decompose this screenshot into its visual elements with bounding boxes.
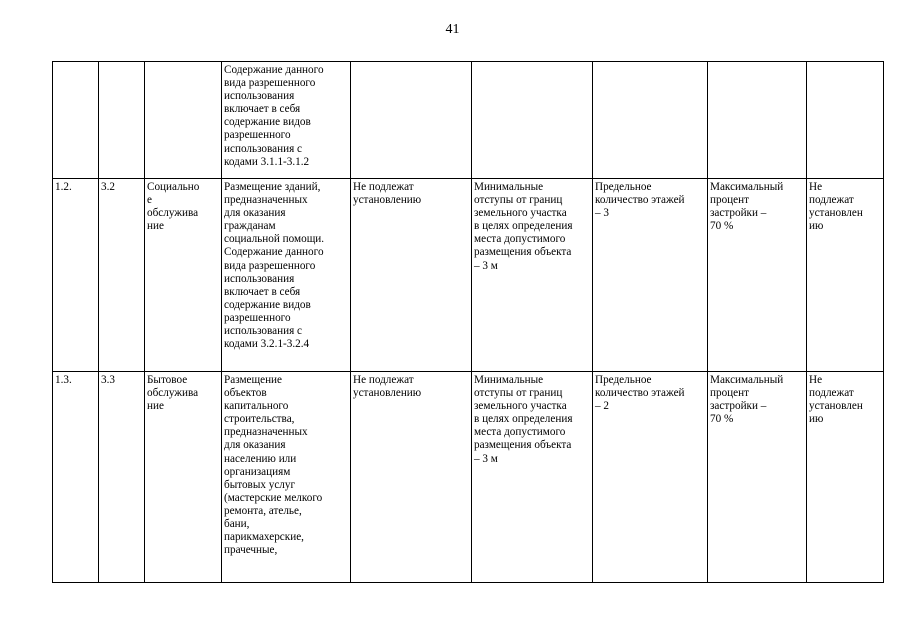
cell-text-line: Размещение [224, 374, 283, 386]
cell-text-line: для оказания [224, 207, 286, 220]
cell-text-line: ремонта, ателье, [224, 504, 302, 517]
cell-text-line: отступы от границ [474, 194, 563, 207]
cell-text-line: в целях определения [474, 220, 573, 233]
cell-text-line: содержание видов [224, 116, 311, 129]
cell-text-line: парикмахерские, [224, 531, 304, 544]
cell-text-line: – 3 [595, 207, 609, 220]
row-code-cell [99, 62, 145, 179]
cell-text-line: Не [809, 181, 823, 193]
row-number-cell: 1.3. [53, 372, 99, 583]
cell-text-line: разрешенного [224, 129, 291, 142]
cell-text-line: в целях определения [474, 413, 573, 426]
row-number-cell: 1.2. [53, 179, 99, 372]
cell-text-line: ию [809, 413, 824, 426]
cell-text-line: (мастерские мелкого [224, 491, 323, 504]
cell-text-line: застройки – [710, 400, 767, 413]
cell-text-line: Предельное [595, 374, 652, 386]
cell-text-line: процент [710, 194, 750, 207]
cell-text-line: содержание видов [224, 298, 311, 311]
cell-text-line: Не подлежат [353, 374, 414, 386]
cell-text-line: предназначенных [224, 194, 308, 207]
cell-text-line: обслужива [147, 387, 199, 400]
cell-text-line: населению или [224, 452, 297, 465]
regulations-table [52, 61, 884, 583]
coverage-cell [708, 179, 807, 372]
cell-text-line: места допустимого [474, 233, 566, 246]
cell-text-line: процент [710, 387, 750, 400]
extra-param-cell [807, 179, 884, 372]
row-code-cell: 3.2 [99, 179, 145, 372]
cell-text-line: установлению [353, 194, 422, 207]
cell-text-line: строительства, [224, 413, 295, 426]
cell-text-line: – 3 м [474, 259, 498, 272]
extra-param-cell [807, 372, 884, 583]
cell-text-line: земельного участка [474, 400, 567, 413]
cell-text-line: Содержание данного [224, 246, 324, 259]
extra-param-cell [807, 62, 884, 179]
cell-text-line: Содержание данного [224, 64, 324, 76]
use-name-cell [145, 179, 222, 372]
cell-text-line: е [147, 194, 152, 207]
cell-text-line: Размещение зданий, [224, 181, 321, 193]
cell-text-line: установлению [353, 387, 422, 400]
cell-text-line: места допустимого [474, 426, 566, 439]
cell-text-line: использования с [224, 325, 303, 338]
cell-text-line: кодами 3.2.1-3.2.4 [224, 338, 310, 351]
cell-text-line: ние [147, 400, 164, 413]
setbacks-cell [472, 372, 593, 583]
table-row [53, 179, 884, 372]
cell-text-line: включает в себя [224, 285, 301, 298]
cell-text-line: бытовых услуг [224, 478, 296, 491]
cell-text-line: – 3 м [474, 452, 498, 465]
cell-text-line: установлен [809, 207, 863, 220]
cell-text-line: использования с [224, 142, 303, 155]
use-name-cell [145, 62, 222, 179]
cell-text-line: отступы от границ [474, 387, 563, 400]
table-row [53, 62, 884, 179]
use-description-cell [222, 62, 351, 179]
cell-text-line: гражданам [224, 220, 276, 233]
cell-text-line: вида разрешенного [224, 77, 316, 90]
cell-text-line: застройки – [710, 207, 767, 220]
cell-text-line: предназначенных [224, 426, 308, 439]
table-row [53, 372, 884, 583]
cell-text-line: подлежат [809, 194, 854, 207]
floors-cell [593, 62, 708, 179]
cell-text-line: объектов [224, 387, 267, 400]
setbacks-cell [472, 62, 593, 179]
cell-text-line: Максимальный [710, 374, 784, 386]
min-area-cell [351, 179, 472, 372]
cell-text-line: использования [224, 90, 295, 103]
cell-text-line: размещения объекта [474, 246, 572, 259]
cell-text-line: Минимальные [474, 181, 544, 193]
page-number: 41 [445, 22, 460, 37]
cell-text-line: подлежат [809, 387, 854, 400]
cell-text-line: Не подлежат [353, 181, 414, 193]
cell-text-line: капитального [224, 400, 289, 413]
cell-text-line: использования [224, 272, 295, 285]
use-description-cell [222, 372, 351, 583]
cell-text-line: – 2 [595, 400, 609, 413]
cell-text-line: ние [147, 220, 164, 233]
cell-text-line: ию [809, 220, 824, 233]
cell-text-line: вида разрешенного [224, 259, 316, 272]
cell-text-line: включает в себя [224, 103, 301, 116]
cell-text-line: разрешенного [224, 311, 291, 324]
coverage-cell [708, 372, 807, 583]
cell-text-line: социальной помощи. [224, 233, 325, 246]
min-area-cell [351, 62, 472, 179]
cell-text-line: прачечные, [224, 544, 278, 557]
cell-text-line: обслужива [147, 207, 199, 220]
cell-text-line: Социально [147, 181, 200, 193]
cell-text-line: установлен [809, 400, 863, 413]
floors-cell [593, 372, 708, 583]
cell-text-line: Не [809, 374, 823, 386]
cell-text-line: 70 % [710, 220, 734, 233]
cell-text-line: для оказания [224, 439, 286, 452]
cell-text-line: кодами 3.1.1-3.1.2 [224, 155, 310, 168]
cell-text-line: количество этажей [595, 194, 685, 207]
use-name-cell [145, 372, 222, 583]
row-number-cell [53, 62, 99, 179]
cell-text-line: Предельное [595, 181, 652, 193]
coverage-cell [708, 62, 807, 179]
cell-text-line: 70 % [710, 413, 734, 426]
cell-text-line: организациям [224, 465, 291, 478]
floors-cell [593, 179, 708, 372]
cell-text-line: земельного участка [474, 207, 567, 220]
cell-text-line: размещения объекта [474, 439, 572, 452]
min-area-cell [351, 372, 472, 583]
setbacks-cell [472, 179, 593, 372]
cell-text-line: Бытовое [147, 374, 188, 386]
cell-text-line: Максимальный [710, 181, 784, 193]
cell-text-line: бани, [224, 518, 250, 531]
cell-text-line: количество этажей [595, 387, 685, 400]
cell-text-line: Минимальные [474, 374, 544, 386]
use-description-cell [222, 179, 351, 372]
row-code-cell: 3.3 [99, 372, 145, 583]
